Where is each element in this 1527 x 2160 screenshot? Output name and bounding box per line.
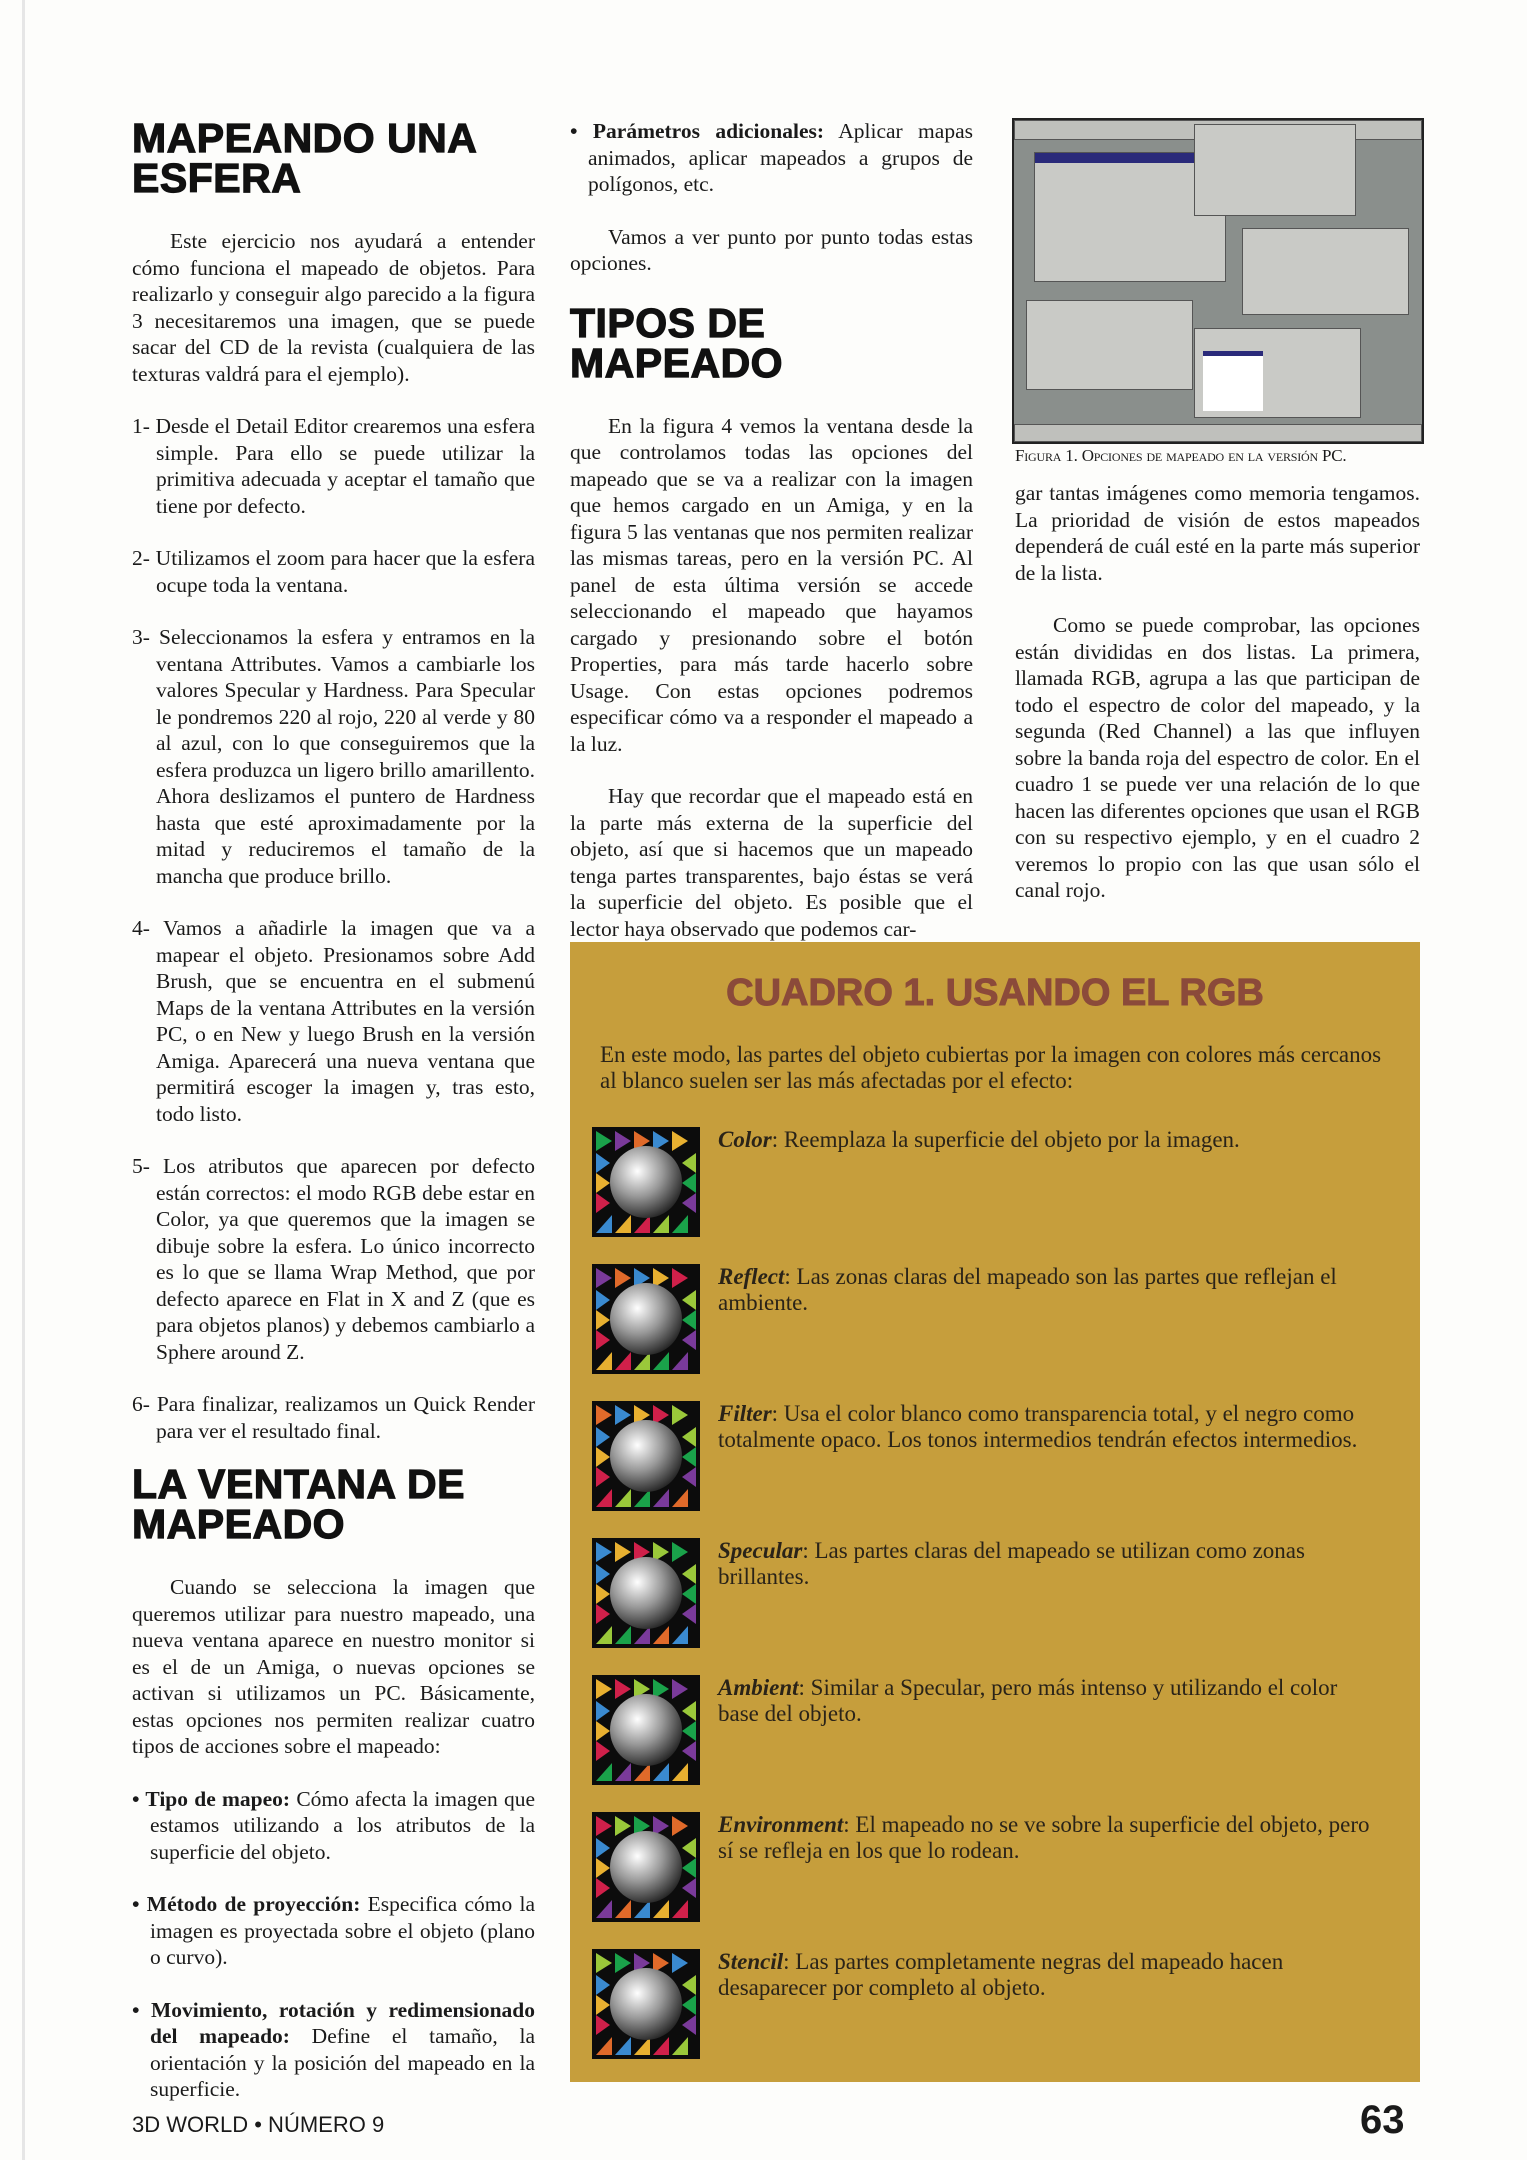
page-spine bbox=[22, 0, 25, 2160]
item-label: Environment bbox=[718, 1812, 844, 1837]
bullet-term: • Tipo de mapeo: bbox=[132, 1786, 291, 1811]
paragraph: gar tantas imágenes como memoria tengamos. La prioridad de visión de estos mapeados dependerá de cuál esté en la parte más superior de la lista. bbox=[1015, 481, 1420, 585]
item-description: : Similar a Specular, pero más intenso y utilizando el color base del objeto. bbox=[718, 1675, 1338, 1726]
special-tab-window bbox=[1194, 124, 1356, 216]
item-label: Color bbox=[718, 1127, 772, 1152]
figure-1-screenshot bbox=[1012, 118, 1424, 444]
bullet-term: • Parámetros adicionales: bbox=[570, 119, 825, 143]
sphere bbox=[610, 1283, 682, 1355]
bullet-text: Aplicar mapas animados, aplicar mapeados a grupos de polígonos, etc. bbox=[588, 119, 973, 196]
item-text bbox=[718, 1675, 1383, 1727]
item-label: Reflect bbox=[718, 1264, 785, 1289]
reflect-example-icon bbox=[592, 1264, 700, 1374]
footer-magazine: 3D WORLD • NÚMERO 9 bbox=[132, 2112, 385, 2137]
page-number: 63 bbox=[1360, 2098, 1405, 2142]
sphere bbox=[610, 1694, 682, 1766]
sphere bbox=[610, 1968, 682, 2040]
bullet-term: • Método de proyección: bbox=[132, 1892, 361, 1916]
bullet-movimiento bbox=[132, 1997, 535, 2103]
bullet-tipo-mapeo bbox=[132, 1786, 535, 1866]
bullet-term: • Movimiento, rotación y redimensionado del mapeado: bbox=[132, 1997, 535, 2048]
item-text bbox=[718, 1401, 1383, 1453]
paragraph: En la figura 4 vemos la ventana desde la que controlamos todas las opciones del mapeado que se va a realizar con la imagen que hemos cargado en un Amiga, y en la figura 5 las ventanas que nos permiten realizar las mismas tareas, pero en la versión PC. Al panel de esta última versión se accede seleccionando el mapeado que hayamos cargado y presionando sobre el botón Properties, para más tarde hacerlo sobre Usage. Con estas opciones podremos especificar cómo va a responder el mapeado a la luz. bbox=[570, 413, 973, 756]
step-1: 1- Desde el Detail Editor crearemos una esfera simple. Para ello se puede utilizar la primitiva adecuada y aceptar el tamaño que tiene por defecto. bbox=[132, 414, 535, 518]
sidebar-box-cuadro-1 bbox=[570, 942, 1420, 2082]
box-item-ambient bbox=[592, 1675, 1392, 1785]
box-intro: En este modo, las partes del objeto cubiertas por la imagen con colores más cercanos al blanco suelen ser las más afectadas por el efecto: bbox=[600, 1042, 1382, 1093]
box-item-color bbox=[592, 1127, 1392, 1237]
item-text bbox=[718, 1949, 1383, 2001]
step-2: 2- Utilizamos el zoom para hacer que la esfera ocupe toda la ventana. bbox=[132, 546, 535, 597]
box-item-environment bbox=[592, 1812, 1392, 1922]
color-example-icon bbox=[592, 1127, 700, 1237]
step-4: 4- Vamos a añadirle la imagen que va a mapear el objeto. Presionamos sobre Add Brush, que se encuentra en el submenú Maps de la ventana Attributes en la versión PC, o en New y luego Brush en la versión Amiga. Aparecerá una nueva ventana que permitirá escoger la imagen y, tras esto, todo listo. bbox=[132, 916, 535, 1126]
column-3 bbox=[1015, 480, 1420, 930]
paragraph: Hay que recordar que el mapeado está en la parte más externa de la superficie del objeto, así que si hacemos que un mapeado tenga partes transparentes, bajo éstas se verá la superficie del objeto. Es posible que el lector haya observado que podemos car- bbox=[570, 784, 973, 941]
maps-tab-window bbox=[1194, 328, 1361, 418]
item-label: Filter bbox=[718, 1401, 772, 1426]
paragraph: Este ejercicio nos ayudará a entender cómo funciona el mapeado de objetos. Para realizarlo y conseguir algo parecido a la figura 3 necesitaremos una imagen, que se puede sacar del CD de la revista (cualquiera de las texturas valdrá para el ejemplo). bbox=[132, 229, 535, 386]
item-description: : Usa el color blanco como transparencia total, y el negro como totalmente opaco. Los tonos intermedios tendrán efectos intermedios. bbox=[718, 1401, 1358, 1452]
specular-example-icon bbox=[592, 1538, 700, 1648]
box-item-specular bbox=[592, 1538, 1392, 1648]
stencil-example-icon bbox=[592, 1949, 700, 2059]
box-item-stencil bbox=[592, 1949, 1392, 2059]
figure-caption: Figura 1. Opciones de mapeado en la versión PC. bbox=[1015, 446, 1347, 465]
box-item-filter bbox=[592, 1401, 1392, 1511]
sphere bbox=[610, 1831, 682, 1903]
item-description: : Las partes claras del mapeado se utilizan como zonas brillantes. bbox=[718, 1538, 1305, 1589]
paragraph: Como se puede comprobar, las opciones están divididas en dos listas. La primera, llamada RGB, agrupa a las que participan de todo el espectro de color del mapeado, y la segunda (Red Channel) a las que influyen sobre la banda roja del espectro de color. En el cuadro 1 se puede ver una relación de lo que hacen las diferentes opciones que usan el RGB con su respectivo ejemplo, y en el cuadro 2 veremos lo propio con las que usan sólo el canal rojo. bbox=[1015, 613, 1420, 902]
sphere bbox=[610, 1420, 682, 1492]
item-description: : Las partes completamente negras del mapeado hacen desaparecer por completo al objeto. bbox=[718, 1949, 1284, 2000]
ambient-example-icon bbox=[592, 1675, 700, 1785]
item-description: : El mapeado no se ve sobre la superficie del objeto, pero sí se refleja en los que lo rodean. bbox=[718, 1812, 1370, 1863]
bullet-text: Especifica cómo la imagen es proyectada sobre el objeto (plano o curvo). bbox=[150, 1892, 535, 1969]
column-1 bbox=[132, 115, 536, 2129]
misc-tab-window bbox=[1242, 228, 1409, 315]
item-label: Ambient bbox=[718, 1675, 799, 1700]
item-text bbox=[718, 1812, 1383, 1864]
item-label: Stencil bbox=[718, 1949, 784, 1974]
item-text bbox=[718, 1127, 1383, 1153]
bullet-text: Define el tamaño, la orientación y la posición del mapeado en la superficie. bbox=[150, 2024, 536, 2101]
environment-example-icon bbox=[592, 1812, 700, 1922]
item-description: : Las zonas claras del mapeado son las partes que reflejan el ambiente. bbox=[718, 1264, 1337, 1315]
step-3: 3- Seleccionamos la esfera y entramos en la ventana Attributes. Vamos a cambiarle los valores Specular y Hardness. Para Specular le pondremos 220 al rojo, 220 al verde y 80 al azul, con lo que conseguiremos que la esfera produzca un ligero brillo amarillento. Ahora deslizamos el puntero de Hardness hasta que esté aproximadamente por la mitad y reduciremos el tamaño de la mancha que produce brillo. bbox=[132, 625, 535, 888]
heading-tipos-mapeado: TIPOS DE MAPEADO bbox=[570, 299, 784, 386]
filter-example-icon bbox=[592, 1401, 700, 1511]
taskbar bbox=[1014, 424, 1422, 442]
box-item-reflect bbox=[592, 1264, 1392, 1374]
paragraph: Cuando se selecciona la imagen que queremos utilizar para nuestro mapeado, una nueva ventana aparece en nuestro monitor si es el de un Amiga, o nuevas opciones se activan si utilizamos un PC. Básicamente, estas opciones nos permiten realizar cuatro tipos de acciones sobre el mapeado: bbox=[132, 1575, 535, 1758]
item-description: : Reemplaza la superficie del objeto por la imagen. bbox=[771, 1127, 1240, 1152]
item-text bbox=[718, 1538, 1383, 1590]
step-5: 5- Los atributos que aparecen por defecto están correctos: el modo RGB debe estar en Color, ya que queremos que la imagen se dibuje sobre la esfera. Lo único incorrecto es lo que se llama Wrap Method, que por defecto aparece en Flat in X and Z (que es para objetos planos) y debemos cambiarlo a Sphere around Z. bbox=[132, 1154, 535, 1364]
bullet-metodo-proyeccion bbox=[132, 1891, 535, 1971]
heading-ventana-mapeado: LA VENTANA DE MAPEADO bbox=[132, 1461, 465, 1547]
bullet-text: Cómo afecta la imagen que estamos utilizando a los atributos de la superficie del objeto. bbox=[150, 1786, 535, 1864]
light-tab-window bbox=[1026, 300, 1193, 390]
heading-mapeando-esfera: MAPEANDO UNA ESFERA bbox=[132, 115, 476, 201]
sphere bbox=[610, 1557, 682, 1629]
bullet-parametros bbox=[570, 118, 973, 198]
sphere bbox=[610, 1146, 682, 1218]
box-title: CUADRO 1. USANDO EL RGB bbox=[726, 972, 1264, 1014]
paragraph: Vamos a ver punto por punto todas estas opciones. bbox=[570, 224, 973, 275]
column-2 bbox=[570, 118, 973, 968]
item-text bbox=[718, 1264, 1383, 1316]
item-label: Specular bbox=[718, 1538, 803, 1563]
step-6: 6- Para finalizar, realizamos un Quick Render para ver el resultado final. bbox=[132, 1392, 535, 1443]
